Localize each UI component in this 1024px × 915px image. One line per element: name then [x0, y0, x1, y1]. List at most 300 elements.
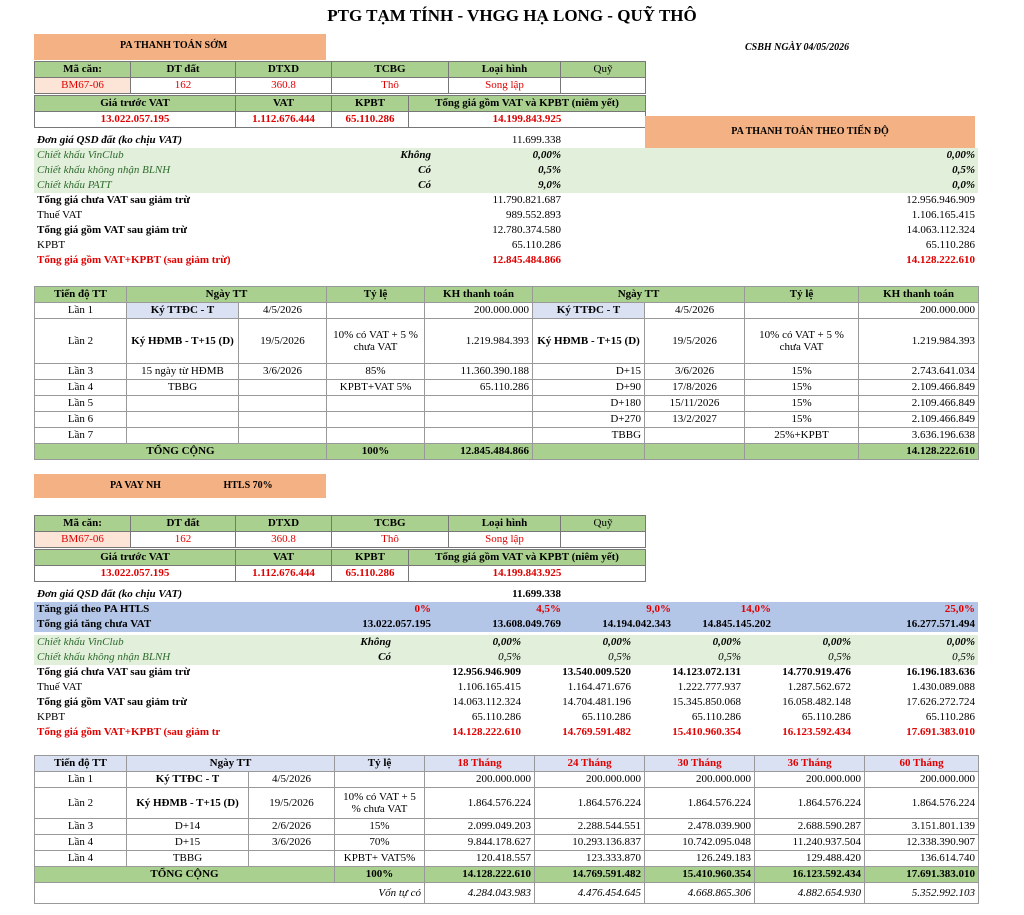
pa2-label: PA VAY NH: [110, 480, 161, 491]
pa1-s4-h: 2.109.466.849: [859, 396, 979, 412]
pa1-sched-row: [35, 428, 979, 444]
pa2-s4-v4: 136.614.740: [865, 851, 979, 867]
pa1-s2-d: 11.360.390.188: [425, 364, 533, 380]
pa1-s6-d: [425, 428, 533, 444]
pa1-s4-e: D+180: [533, 396, 645, 412]
pa1-label: PA THANH TOÁN SỚM: [120, 40, 228, 51]
pa2-r3-2: 65.110.286: [691, 711, 741, 723]
pa2-row-tongchua-sau: [34, 665, 978, 680]
pa1-sh-tiendo: Tiến độ TT: [35, 287, 127, 303]
pa2-von-row: [35, 883, 979, 904]
pa2-v-loaihinh: Song lập: [449, 532, 561, 548]
csbh-date: CSBH NGÀY 04/05/2026: [745, 42, 850, 53]
pa2-r3-1: 65.110.286: [581, 711, 631, 723]
pa2-tongchua-3: 14.845.145.202: [702, 618, 771, 630]
pa1-s6-g: 25%+KPBT: [745, 428, 859, 444]
pa1-row-tonggom: [34, 223, 978, 238]
pa2-tongchua-0: 13.022.057.195: [362, 618, 431, 630]
pa1-patt-v1: 9,0%: [538, 179, 561, 191]
pa1-sh-tyle1: Tỷ lệ: [327, 287, 425, 303]
pa2-s0-b: 4/5/2026: [249, 772, 335, 788]
pa2-price-table: [34, 549, 646, 582]
pa1-pv-3: 14.199.843.925: [409, 112, 646, 128]
pa2-s0-a: Ký TTĐC - T: [127, 772, 249, 788]
pa1-row-tongchua: [34, 193, 978, 208]
pa1-s5-lan: Lần 6: [35, 412, 127, 428]
pa1-tongkpbt-v2: 14.128.222.610: [906, 254, 975, 266]
pa1-tonggom-v2: 14.063.112.324: [906, 224, 975, 236]
pa1-s6-lan: Lần 7: [35, 428, 127, 444]
pa1-s0-c: [327, 303, 425, 319]
pa1-h-dtxd: DTXD: [236, 62, 332, 78]
pa2-total-row: [35, 867, 979, 883]
pa1-s2-g: 15%: [745, 364, 859, 380]
pa1-vinclub-v1: 0,00%: [532, 149, 561, 161]
pa1-s1-b: 19/5/2026: [239, 319, 327, 364]
pa1-info-value-row: [35, 78, 646, 94]
pa2-s1-v0: 1.864.576.224: [425, 788, 535, 819]
pa2-s4-v0: 120.418.557: [425, 851, 535, 867]
pa1-s3-h: 2.109.466.849: [859, 380, 979, 396]
pa1-s4-a: [127, 396, 239, 412]
pa2-row-tongchua: [34, 617, 978, 632]
pa2-sh-4: 24 Tháng: [535, 756, 645, 772]
pa2-label-box: [34, 474, 326, 498]
pa2-r1-3: 1.287.562.672: [787, 681, 851, 693]
pa2-h-dtdat: DT đất: [131, 516, 236, 532]
pa2-tongchua-4: 16.277.571.494: [906, 618, 975, 630]
pa1-sh-kh2: KH thanh toán: [859, 287, 979, 303]
pa2-s4-v3: 129.488.420: [755, 851, 865, 867]
pa1-total-pct: 100%: [327, 444, 425, 460]
pa1-v-dtdat: 162: [131, 78, 236, 94]
pa1-s4-b: [239, 396, 327, 412]
pa2-von-label: Vốn tự có: [35, 883, 425, 904]
pa2-s0-v4: 200.000.000: [865, 772, 979, 788]
pa1-s1-g: 10% có VAT + 5 % chưa VAT: [745, 319, 859, 364]
pa1-s1-h: 1.219.984.393: [859, 319, 979, 364]
pa1-row-tongkpbt: [34, 253, 978, 268]
pa2-sched-row: [35, 788, 979, 819]
pa1-dongia-v1: 11.699.338: [511, 134, 561, 146]
pa1-info-header-row: [35, 62, 646, 78]
pa2-vinclub-label: Chiết khấu VinClub: [37, 636, 124, 648]
pa1-s2-a: 15 ngày từ HĐMB: [127, 364, 239, 380]
pa2-total-pct: 100%: [335, 867, 425, 883]
pa1-price-table: [34, 95, 646, 128]
pa1-sh-ngay2: Ngày TT: [533, 287, 745, 303]
pa1-patt-v2: 0,0%: [952, 179, 975, 191]
pa2-ph-3: Tổng giá gồm VAT và KPBT (niêm yết): [409, 550, 646, 566]
pa2-s3-c: 70%: [335, 835, 425, 851]
pa1-s0-b: 4/5/2026: [239, 303, 327, 319]
pa2-ph-0: Giá trước VAT: [35, 550, 236, 566]
pa1-s1-d: 1.219.984.393: [425, 319, 533, 364]
pa2-r4-2: 15.410.960.354: [672, 726, 741, 738]
pa2-s4-lan: Lần 4: [35, 851, 127, 867]
pa2-r3-4: 65.110.286: [925, 711, 975, 723]
pa2-blnh-1: 0,5%: [608, 651, 631, 663]
pa2-r1-0: 1.106.165.415: [457, 681, 521, 693]
pa2-r0-4: 16.196.183.636: [906, 666, 975, 678]
pa1-s5-e: D+270: [533, 412, 645, 428]
pa2-s2-a: D+14: [127, 819, 249, 835]
pa2-row-tang: [34, 602, 978, 617]
pa1-s6-h: 3.636.196.638: [859, 428, 979, 444]
pa1-v-dtxd: 360.8: [236, 78, 332, 94]
pa1-sh-tyle2: Tỷ lệ: [745, 287, 859, 303]
pa1-blnh-flag: Có: [418, 164, 431, 176]
pa1-s6-c: [327, 428, 425, 444]
pa1-tongchua-v2: 12.956.946.909: [906, 194, 975, 206]
pa2-h-macan: Mã căn:: [35, 516, 131, 532]
pa2-s0-v2: 200.000.000: [645, 772, 755, 788]
pa1-sched-header-row: [35, 287, 979, 303]
pa2-tongchua-label: Tổng giá tăng chưa VAT: [37, 618, 152, 630]
pa2-sched-row: [35, 851, 979, 867]
pa1-pv-1: 1.112.676.444: [236, 112, 332, 128]
pa2-r1-2: 1.222.777.937: [677, 681, 741, 693]
pa2-r2-1: 14.704.481.196: [562, 696, 631, 708]
pa1-vinclub-label: Chiết khấu VinClub: [37, 149, 124, 161]
pa2-r0-label: Tổng giá chưa VAT sau giảm trừ: [37, 666, 190, 678]
pa1-dongia-label: Đơn giá QSD đất (ko chịu VAT): [37, 134, 183, 146]
pa1-v-quy: [561, 78, 646, 94]
pa2-s2-v3: 2.688.590.287: [755, 819, 865, 835]
pa1-h-quy: Quỹ: [561, 62, 646, 78]
pa1-s5-b: [239, 412, 327, 428]
pa1-ph-1: VAT: [236, 96, 332, 112]
pa2-row-vinclub: [34, 635, 978, 650]
pa2-h-quy: Quỹ: [561, 516, 646, 532]
pa2-vinclub-3: 0,00%: [822, 636, 851, 648]
pa2-von-4: 5.352.992.103: [865, 883, 979, 904]
pa2-r2-0: 14.063.112.324: [452, 696, 521, 708]
pa2-total-label: TỔNG CỘNG: [35, 867, 335, 883]
pa1-s3-lan: Lần 4: [35, 380, 127, 396]
pa2-htls: HTLS 70%: [223, 480, 273, 491]
pa2-row-kpbt: [34, 710, 978, 725]
pa1-vat-flag: [294, 208, 434, 223]
pa2-von-0: 4.284.043.983: [425, 883, 535, 904]
pa2-blnh-flag: Có: [378, 651, 391, 663]
pa1-h-loaihinh: Loại hình: [449, 62, 561, 78]
pa1-row-kpbt: [34, 238, 978, 253]
pa2-s1-lan: Lần 2: [35, 788, 127, 819]
pa2-vinclub-1: 0,00%: [602, 636, 631, 648]
pa2-h-dtxd: DTXD: [236, 516, 332, 532]
pa1-s0-f: 4/5/2026: [645, 303, 745, 319]
pa1-s1-c: 10% có VAT + 5 % chưa VAT: [327, 319, 425, 364]
pa2-s1-a: Ký HĐMB - T+15 (D): [127, 788, 249, 819]
pa1-s0-e: Ký TTĐC - T: [533, 303, 645, 319]
pa1-s2-h: 2.743.641.034: [859, 364, 979, 380]
pa1-h-tcbg: TCBG: [332, 62, 449, 78]
pa2-r4-0: 14.128.222.610: [452, 726, 521, 738]
pa2-pv-2: 65.110.286: [332, 566, 409, 582]
pa2-price-header-row: [35, 550, 646, 566]
pa1-s3-f: 17/8/2026: [645, 380, 745, 396]
pa1-h-macan: Mã căn:: [35, 62, 131, 78]
pa2-s2-b: 2/6/2026: [249, 819, 335, 835]
pa1-pv-2: 65.110.286: [332, 112, 409, 128]
pa2-sched-row: [35, 772, 979, 788]
pa2-s2-v1: 2.288.544.551: [535, 819, 645, 835]
pa1-dongia-v2: [564, 133, 978, 148]
pa1-s5-f: 13/2/2027: [645, 412, 745, 428]
pa1-ph-2: KPBT: [332, 96, 409, 112]
pa1-row-patt: [34, 178, 978, 193]
pa2-s0-v0: 200.000.000: [425, 772, 535, 788]
pa2-h-tcbg: TCBG: [332, 516, 449, 532]
pa2-s2-v0: 2.099.049.203: [425, 819, 535, 835]
page-title: PTG TẠM TÍNH - VHGG HẠ LONG - QUỸ THÔ: [327, 6, 697, 25]
pa2-schedule-table: [34, 755, 979, 904]
pa1-sched-row: [35, 396, 979, 412]
pa1-s6-b: [239, 428, 327, 444]
pa2-r3-label: KPBT: [37, 711, 66, 723]
pa2-v-quy: [561, 532, 646, 548]
pa2-s1-v2: 1.864.576.224: [645, 788, 755, 819]
pa2-v-macan: BM67-06: [35, 532, 131, 548]
pa1-kpbt-label: KPBT: [37, 239, 66, 251]
pa1-patt-label: Chiết khấu PATT: [37, 179, 112, 191]
pa2-s4-c: KPBT+ VAT5%: [335, 851, 425, 867]
pa2-sched-row: [35, 819, 979, 835]
pa1-vinclub-flag: Không: [400, 149, 431, 161]
pa2-blnh-3: 0,5%: [828, 651, 851, 663]
pa1-total-v1: 12.845.484.866: [425, 444, 533, 460]
pa1-s6-e: TBBG: [533, 428, 645, 444]
pa1-tongkpbt-v1: 12.845.484.866: [492, 254, 561, 266]
pa1-tongchua-v1: 11.790.821.687: [492, 194, 561, 206]
pa1-s4-d: [425, 396, 533, 412]
pa2-total-v3: 16.123.592.434: [755, 867, 865, 883]
pa1-s6-a: [127, 428, 239, 444]
pa2-s0-v3: 200.000.000: [755, 772, 865, 788]
pa1-s0-d: 200.000.000: [425, 303, 533, 319]
pa1-s4-f: 15/11/2026: [645, 396, 745, 412]
pa1-s3-a: TBBG: [127, 380, 239, 396]
pa1-kpbt-flag: [294, 238, 434, 253]
pa1-tonggom-label: Tổng giá gồm VAT sau giảm trừ: [37, 224, 188, 236]
pa2-s2-c: 15%: [335, 819, 425, 835]
pa2-total-v1: 14.769.591.482: [535, 867, 645, 883]
pa2-row-dongia: [34, 587, 978, 602]
pa1-info-table: [34, 61, 646, 94]
pa1-sched-row: [35, 303, 979, 319]
pa2-r1-1: 1.164.471.676: [567, 681, 631, 693]
pa2-s3-a: D+15: [127, 835, 249, 851]
pa1-s3-c: KPBT+VAT 5%: [327, 380, 425, 396]
pa2-vinclub-0: 0,00%: [492, 636, 521, 648]
pa2-r2-3: 16.058.482.148: [782, 696, 851, 708]
pa2-r4-1: 14.769.591.482: [562, 726, 631, 738]
pa2-s3-lan: Lần 4: [35, 835, 127, 851]
pa1-ph-0: Giá trước VAT: [35, 96, 236, 112]
pa2-von-1: 4.476.454.645: [535, 883, 645, 904]
pa2-tang-3: 14,0%: [740, 603, 771, 615]
pa1-total-v2: 14.128.222.610: [859, 444, 979, 460]
pa2-sched-header-row: [35, 756, 979, 772]
pa2-sched-row: [35, 835, 979, 851]
pa2-tang-0: 0%: [414, 603, 431, 615]
pa2-tongchua-1: 13.608.049.769: [492, 618, 561, 630]
pa1-s2-b: 3/6/2026: [239, 364, 327, 380]
pa2-r0-0: 12.956.946.909: [452, 666, 521, 678]
pa2-tongchua-2: 14.194.042.343: [602, 618, 671, 630]
pa2-h-loaihinh: Loại hình: [449, 516, 561, 532]
pa2-vinclub-4: 0,00%: [946, 636, 975, 648]
pa2-r0-3: 14.770.919.476: [782, 666, 851, 678]
pa1-blnh-label: Chiết khấu không nhận BLNH: [37, 164, 171, 176]
pa1-s5-c: [327, 412, 425, 428]
pa2-r3-0: 65.110.286: [471, 711, 521, 723]
pa2-s0-v1: 200.000.000: [535, 772, 645, 788]
pa1-s2-lan: Lần 3: [35, 364, 127, 380]
pa2-s3-v3: 11.240.937.504: [755, 835, 865, 851]
pa1-s0-a: Ký TTĐC - T: [127, 303, 239, 319]
pa1-tonggom-flag: [294, 223, 434, 238]
pa1-s5-h: 2.109.466.849: [859, 412, 979, 428]
pa2-sh-7: 60 Tháng: [865, 756, 979, 772]
pa2-row-tongkpbt: [34, 725, 978, 740]
pa2-s4-v1: 123.333.870: [535, 851, 645, 867]
pa1-h-dtdat: DT đất: [131, 62, 236, 78]
pa1-row-vinclub: [34, 148, 978, 163]
pa2-v-dtdat: 162: [131, 532, 236, 548]
pa1-label-box: [34, 34, 326, 60]
pa2-vinclub-2: 0,00%: [712, 636, 741, 648]
pa1-sched-row: [35, 380, 979, 396]
pa2-info-table: [34, 515, 646, 548]
pa1-tongkpbt-flag: [294, 253, 434, 268]
pa2-s3-b: 3/6/2026: [249, 835, 335, 851]
pa1-row-blnh: [34, 163, 978, 178]
pa1-sh-kh1: KH thanh toán: [425, 287, 533, 303]
pa2-pv-1: 1.112.676.444: [236, 566, 332, 582]
pa2-row-blnh: [34, 650, 978, 665]
pa2-s0-lan: Lần 1: [35, 772, 127, 788]
pa1-s4-lan: Lần 5: [35, 396, 127, 412]
pa1-vat-v1: 989.552.893: [506, 209, 561, 221]
pa2-s0-c: [335, 772, 425, 788]
pa2-blnh-4: 0,5%: [952, 651, 975, 663]
pa1-ph-3: Tổng giá gồm VAT và KPBT (niêm yết): [409, 96, 646, 112]
pa2-dongia-value: 11.699.338: [512, 588, 561, 600]
pa1-tongkpbt-label: Tổng giá gồm VAT+KPBT (sau giảm trừ): [37, 254, 231, 266]
pa2-sh-2: Tỷ lệ: [335, 756, 425, 772]
pa2-info-header-row: [35, 516, 646, 532]
pa2-dongia-label: Đơn giá QSD đất (ko chịu VAT): [37, 588, 183, 600]
pa1-s3-g: 15%: [745, 380, 859, 396]
pa1-price-header-row: [35, 96, 646, 112]
pa2-total-v2: 15.410.960.354: [645, 867, 755, 883]
pa2-r1-4: 1.430.089.088: [911, 681, 975, 693]
pa2-pv-3: 14.199.843.925: [409, 566, 646, 582]
pa2-row-tonggom: [34, 695, 978, 710]
pa1-v-macan: BM67-06: [35, 78, 131, 94]
pa2-r0-1: 13.540.009.520: [562, 666, 631, 678]
pa2-price-value-row: [35, 566, 646, 582]
pa1-s3-e: D+90: [533, 380, 645, 396]
pa1-s2-c: 85%: [327, 364, 425, 380]
pa1-blnh-v1: 0,5%: [538, 164, 561, 176]
pa2-total-v0: 14.128.222.610: [425, 867, 535, 883]
pa1-tongchua-flag: [294, 193, 434, 208]
pa1-s5-g: 15%: [745, 412, 859, 428]
pa2-r4-3: 16.123.592.434: [782, 726, 851, 738]
pa2-tang-1: 4,5%: [536, 603, 561, 615]
pa2-blnh-0: 0,5%: [498, 651, 521, 663]
pa1-row-dongia: [34, 133, 978, 148]
pa2-sh-5: 30 Tháng: [645, 756, 755, 772]
pa2-s2-v4: 3.151.801.139: [865, 819, 979, 835]
pa2-tang-label: Tăng giá theo PA HTLS: [37, 603, 150, 615]
pa2-blnh-label: Chiết khấu không nhận BLNH: [37, 651, 171, 663]
pa1-summary-table: [34, 133, 978, 268]
pa1-tonggom-v1: 12.780.374.580: [492, 224, 561, 236]
pa1-total-row: [35, 444, 979, 460]
pa2-pv-0: 13.022.057.195: [35, 566, 236, 582]
pa2-r1-label: Thuế VAT: [37, 681, 83, 693]
pa1-s3-d: 65.110.286: [425, 380, 533, 396]
pa1-vat-label: Thuế VAT: [37, 209, 83, 221]
pa2-v-dtxd: 360.8: [236, 532, 332, 548]
pa2-info-value-row: [35, 532, 646, 548]
pa1-sched-row: [35, 364, 979, 380]
pa2-tang-2: 9,0%: [646, 603, 671, 615]
pa2-sh-1: Ngày TT: [127, 756, 335, 772]
pa2-s2-v2: 2.478.039.900: [645, 819, 755, 835]
pa2-r0-2: 14.123.072.131: [672, 666, 741, 678]
pa1-kpbt-v1: 65.110.286: [511, 239, 561, 251]
pa1-v-tcbg: Thô: [332, 78, 449, 94]
pa1-s2-e: D+15: [533, 364, 645, 380]
pa1-sched-row: [35, 319, 979, 364]
pa2-s3-v4: 12.338.390.907: [865, 835, 979, 851]
pa1-s4-g: 15%: [745, 396, 859, 412]
pa2-s1-b: 19/5/2026: [249, 788, 335, 819]
pa1-s6-f: [645, 428, 745, 444]
pa2-von-2: 4.668.865.306: [645, 883, 755, 904]
pa2-total-v4: 17.691.383.010: [865, 867, 979, 883]
pa1-s1-f: 19/5/2026: [645, 319, 745, 364]
pa2-vinclub-flag: Không: [360, 636, 391, 648]
pa2-ph-1: VAT: [236, 550, 332, 566]
pa1-s1-lan: Lần 2: [35, 319, 127, 364]
pa2-v-tcbg: Thô: [332, 532, 449, 548]
pa2-von-3: 4.882.654.930: [755, 883, 865, 904]
pa2-s3-v1: 10.293.136.837: [535, 835, 645, 851]
pa2-s3-v0: 9.844.178.627: [425, 835, 535, 851]
pa2-blnh-2: 0,5%: [718, 651, 741, 663]
pa1-vat-v2: 1.106.165.415: [911, 209, 975, 221]
pa1-price-value-row: [35, 112, 646, 128]
pa1-s5-a: [127, 412, 239, 428]
pa2-sh-3: 18 Tháng: [425, 756, 535, 772]
pa1-s0-h: 200.000.000: [859, 303, 979, 319]
pa2-r2-label: Tổng giá gồm VAT sau giảm trừ: [37, 696, 188, 708]
pa1-total-label: TỔNG CỘNG: [35, 444, 327, 460]
pa2-s1-v3: 1.864.576.224: [755, 788, 865, 819]
pa1-dongia-flag: [294, 133, 434, 148]
pa2-s4-b: [249, 851, 335, 867]
pa2-sh-6: 36 Tháng: [755, 756, 865, 772]
pa1-s1-a: Ký HĐMB - T+15 (D): [127, 319, 239, 364]
pa1-pv-0: 13.022.057.195: [35, 112, 236, 128]
pa2-r3-3: 65.110.286: [801, 711, 851, 723]
